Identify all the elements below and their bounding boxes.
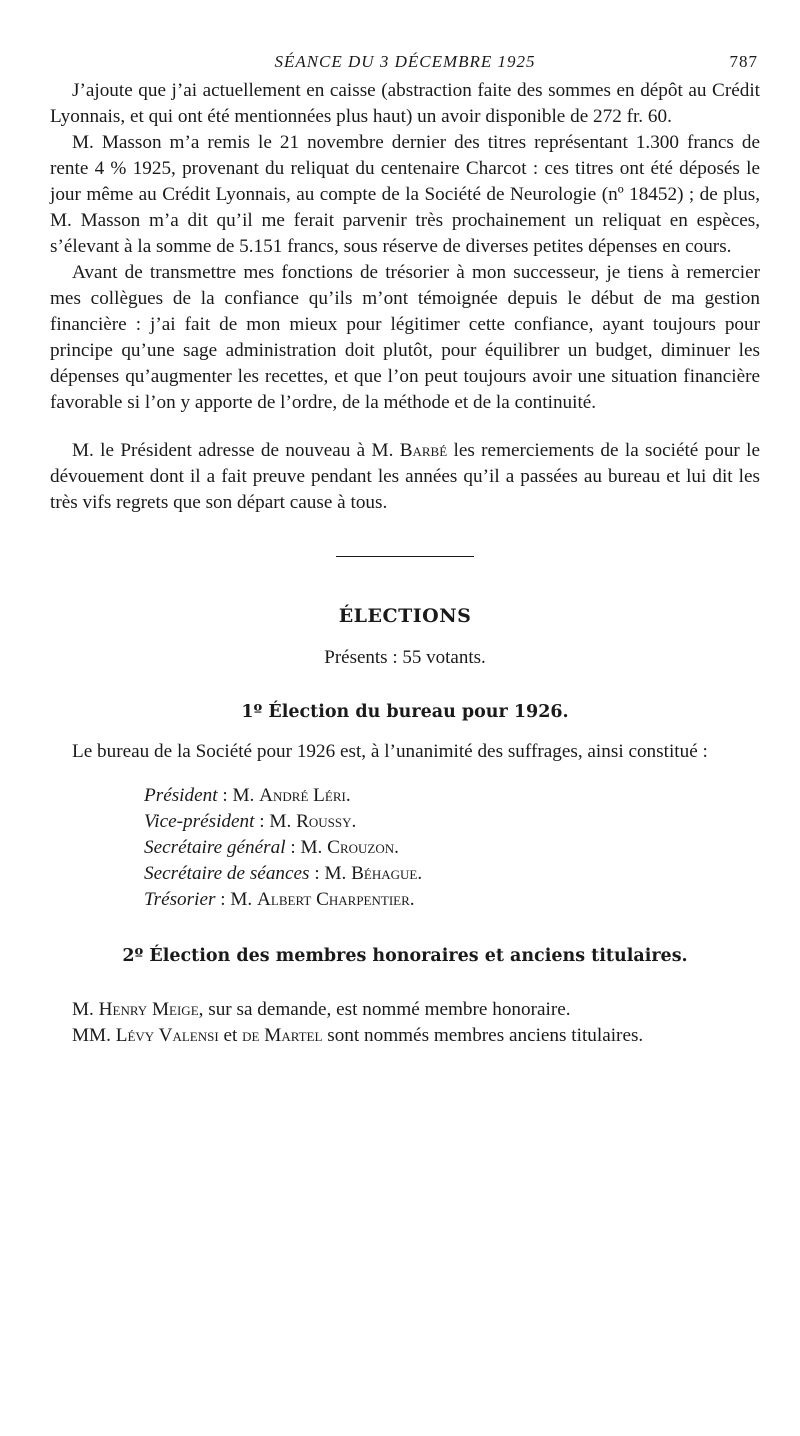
line2-name2: de Martel xyxy=(242,1025,323,1046)
president-note-name: Barbé xyxy=(399,440,448,461)
spacer xyxy=(50,725,760,739)
roster-role: Secrétaire de séances xyxy=(144,863,310,884)
section2-line-honorary xyxy=(50,997,760,1023)
paragraph-president-note xyxy=(50,438,760,516)
bureau-roster xyxy=(144,783,760,913)
line2-after: sont nommés membres anciens titulaires. xyxy=(322,1025,644,1046)
roster-name: Roussy. xyxy=(296,811,357,832)
line1-name: Henry Meige xyxy=(98,999,199,1020)
roster-title: M. xyxy=(324,863,352,884)
roster-separator: : xyxy=(217,785,233,806)
roster-separator: : xyxy=(309,863,325,884)
presents-count: Présents : 55 votants. xyxy=(324,647,486,668)
roster-separator: : xyxy=(254,811,270,832)
president-note-after: les remerciements de la société pour le dévouement dont il a fait preuve pendant les années qu’il a passées au bureau et lui dit les très vifs regrets que son départ cause à tous. xyxy=(50,440,760,513)
line2-middle: et xyxy=(218,1025,243,1046)
elections-heading: ÉLECTIONS xyxy=(338,605,472,627)
section2-line-former xyxy=(50,1023,760,1049)
roster-role: Président xyxy=(144,785,218,806)
paragraph-thanks: Avant de transmettre mes fonctions de trésorier à mon successeur, je tiens à remercier mes collègues de la confiance qu’ils m’ont témoignée depuis le début de ma gestion financière : j’ai fait de mon mieux pour légitimer cette confiance, ayant toujours pour principe qu’une sage administration doit plutôt, pour équilibrer un budget, diminuer les dépenses qu’augmenter les recettes, et que l’on peut toujours avoir une situation financière favorable si l’on y apporte de l’ordre, de la méthode et de la continuité. xyxy=(50,262,760,413)
section2-heading: 2º Élection des membres honoraires et anciens titulaires. xyxy=(122,946,688,966)
section-divider xyxy=(336,556,474,557)
roster-title: M. xyxy=(230,889,258,910)
roster-name: Albert Charpentier. xyxy=(257,889,415,910)
roster-row xyxy=(144,835,760,861)
line1-after: , sur sa demande, est nommé membre honoraire. xyxy=(198,999,571,1020)
roster-role: Trésorier xyxy=(144,889,216,910)
roster-title: M. xyxy=(269,811,297,832)
header-title: SÉANCE DU 3 DÉCEMBRE 1925 xyxy=(274,52,536,71)
spacer xyxy=(50,969,760,997)
roster-name: André Léri. xyxy=(259,785,351,806)
page xyxy=(50,48,760,1049)
roster-title: M. xyxy=(232,785,260,806)
paragraph-cash-balance: J’ajoute que j’ai actuellement en caisse (abstraction faite des sommes en dépôt au Crédit Lyonnais, et qui ont été mentionnées plus haut) un avoir disponible de 272 fr. 60. xyxy=(50,80,760,127)
line2-name1: Lévy Valensi xyxy=(115,1025,219,1046)
section1-intro: Le bureau de la Société pour 1926 est, à l’unanimité des suffrages, ainsi constitué : xyxy=(72,741,708,762)
page-number: 787 xyxy=(729,52,758,71)
roster-row xyxy=(144,861,760,887)
roster-name: Béhague. xyxy=(351,863,423,884)
roster-separator: : xyxy=(285,837,301,858)
roster-separator: : xyxy=(215,889,231,910)
section1-heading: 1º Élection du bureau pour 1926. xyxy=(241,702,569,722)
roster-title: M. xyxy=(300,837,328,858)
roster-name: Crouzon. xyxy=(327,837,399,858)
roster-row xyxy=(144,887,760,913)
roster-row xyxy=(144,783,760,809)
roster-role: Vice-président xyxy=(144,811,255,832)
roster-row xyxy=(144,809,760,835)
paragraph-masson-titles: M. Masson m’a remis le 21 novembre dernier des titres représentant 1.300 francs de rente 4 % 1925, provenant du reliquat du centenaire Charcot : ces titres ont été déposés le jour même au Crédit Lyonnais, au compte de la Société de Neurologie (nº 18452) ; de plus, M. Masson m’a dit qu’il me ferait parvenir très prochainement un reliquat en espèces, s’élevant à la somme de 5.151 francs, sous réserve de diverses petites dépenses en cours. xyxy=(50,132,760,257)
line2-before: MM. xyxy=(72,1025,116,1046)
running-header xyxy=(50,48,760,78)
line1-before: M. xyxy=(72,999,99,1020)
roster-role: Secrétaire général xyxy=(144,837,286,858)
spacer xyxy=(50,416,760,438)
president-note-before: M. le Président adresse de nouveau à M. xyxy=(72,440,400,461)
